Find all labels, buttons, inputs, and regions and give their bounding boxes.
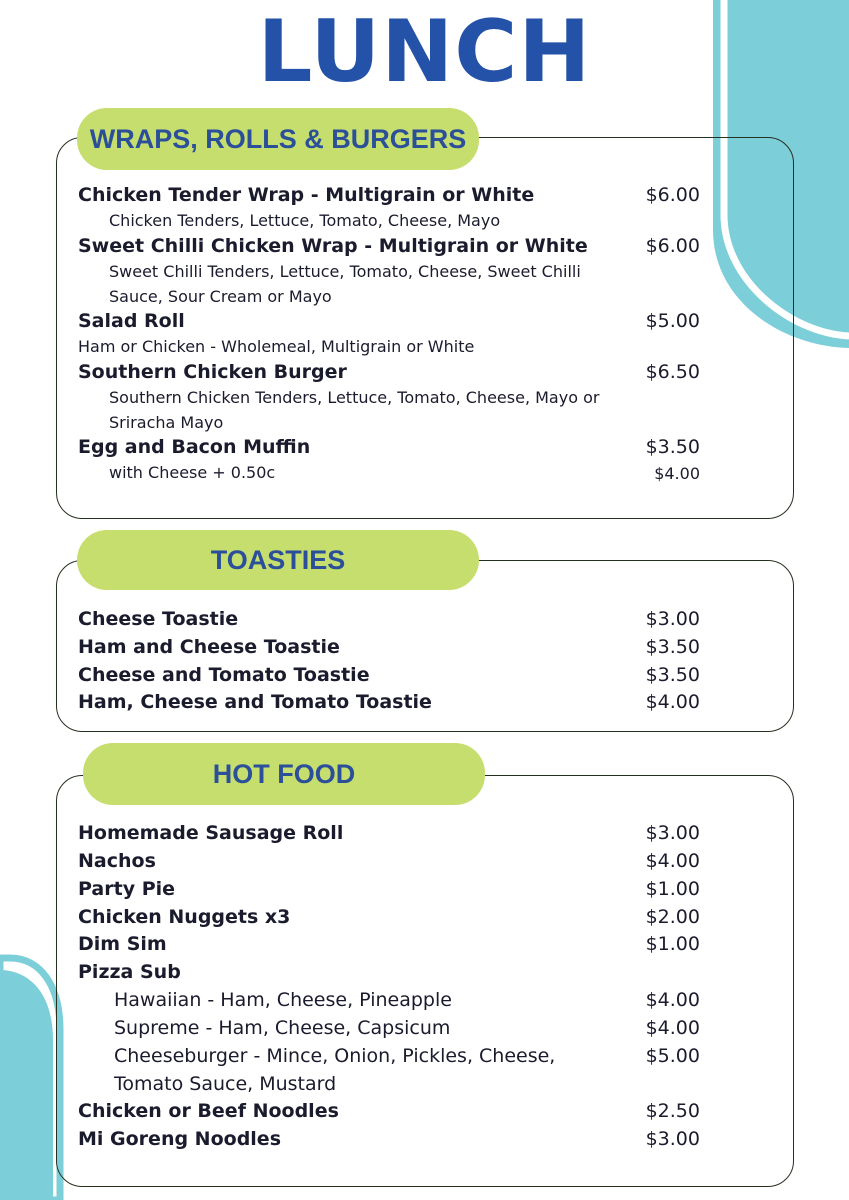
menu-item [78, 1100, 700, 1126]
item-name: Homemade Sausage Roll [78, 822, 344, 844]
pizza-variant-price: $4.00 [645, 989, 700, 1011]
menu-item [78, 636, 700, 662]
item-price: $1.00 [645, 933, 700, 955]
item-price: $4.00 [645, 691, 700, 713]
item-description: Chicken Tenders, Lettuce, Tomato, Cheese, Mayo [109, 211, 501, 230]
item-name: Chicken or Beef Noodles [78, 1100, 339, 1122]
menu-item [78, 1128, 700, 1154]
item-name: Dim Sim [78, 933, 167, 955]
item-price: $6.50 [645, 361, 700, 383]
item-price: $4.00 [645, 850, 700, 872]
item-description: Ham or Chicken - Wholemeal, Multigrain or White [78, 337, 475, 356]
menu-item [78, 878, 700, 904]
pizza-variant-price: $4.00 [645, 1017, 700, 1039]
pizza-variant-continued: Tomato Sauce, Mustard [114, 1073, 337, 1095]
item-price: $3.00 [645, 822, 700, 844]
hotfood-heading: HOT FOOD [83, 743, 485, 805]
menu-item [78, 436, 700, 462]
pizza-variant: Supreme - Ham, Cheese, Capsicum [114, 1017, 451, 1039]
item-name: Cheese Toastie [78, 608, 239, 630]
item-name: Mi Goreng Noodles [78, 1128, 281, 1150]
item-name: Chicken Nuggets x3 [78, 906, 291, 928]
item-name: Ham, Cheese and Tomato Toastie [78, 691, 432, 713]
item-extra-price: $4.00 [654, 464, 700, 483]
menu-item [78, 664, 700, 690]
item-description: with Cheese + 0.50c [109, 463, 276, 482]
item-price: $3.50 [645, 664, 700, 686]
item-price: $1.00 [645, 878, 700, 900]
menu-item [78, 933, 700, 959]
wraps-heading: WRAPS, ROLLS & BURGERS [77, 108, 479, 170]
item-name: Egg and Bacon Muffin [78, 436, 311, 458]
item-name: Sweet Chilli Chicken Wrap - Multigrain or White [78, 235, 588, 257]
menu-item [78, 310, 700, 336]
pizza-variant: Hawaiian - Ham, Cheese, Pineapple [114, 989, 452, 1011]
menu-item [78, 961, 700, 987]
item-price: $6.00 [645, 184, 700, 206]
menu-item [78, 235, 700, 261]
item-description: Southern Chicken Tenders, Lettuce, Tomato, Cheese, Mayo or Sriracha Mayo [109, 388, 600, 432]
menu-item [78, 850, 700, 876]
pizza-variant: Cheeseburger - Mince, Onion, Pickles, Cheese, [114, 1045, 556, 1067]
menu-item [78, 906, 700, 932]
item-price: $2.50 [645, 1100, 700, 1122]
pizza-variant-price: $5.00 [645, 1045, 700, 1067]
item-price: $3.00 [645, 1128, 700, 1150]
menu-item [78, 361, 700, 387]
item-name: Salad Roll [78, 310, 185, 332]
item-price: $2.00 [645, 906, 700, 928]
menu-item [78, 822, 700, 848]
item-name: Chicken Tender Wrap - Multigrain or White [78, 184, 535, 206]
item-price: $6.00 [645, 235, 700, 257]
item-description: Sweet Chilli Tenders, Lettuce, Tomato, Cheese, Sweet Chilli Sauce, Sour Cream or Mayo [109, 262, 581, 306]
item-name: Party Pie [78, 878, 176, 900]
item-name: Southern Chicken Burger [78, 361, 347, 383]
item-name: Pizza Sub [78, 961, 181, 983]
item-name: Nachos [78, 850, 156, 872]
item-price: $5.00 [645, 310, 700, 332]
item-price: $3.50 [645, 636, 700, 658]
page-title: LUNCH [257, 2, 592, 102]
menu-item [78, 608, 700, 634]
menu-item [78, 184, 700, 210]
menu-item [78, 691, 700, 717]
toasties-heading: TOASTIES [77, 530, 479, 590]
item-price: $3.50 [645, 436, 700, 458]
item-name: Cheese and Tomato Toastie [78, 664, 370, 686]
item-name: Ham and Cheese Toastie [78, 636, 340, 658]
item-price: $3.00 [645, 608, 700, 630]
